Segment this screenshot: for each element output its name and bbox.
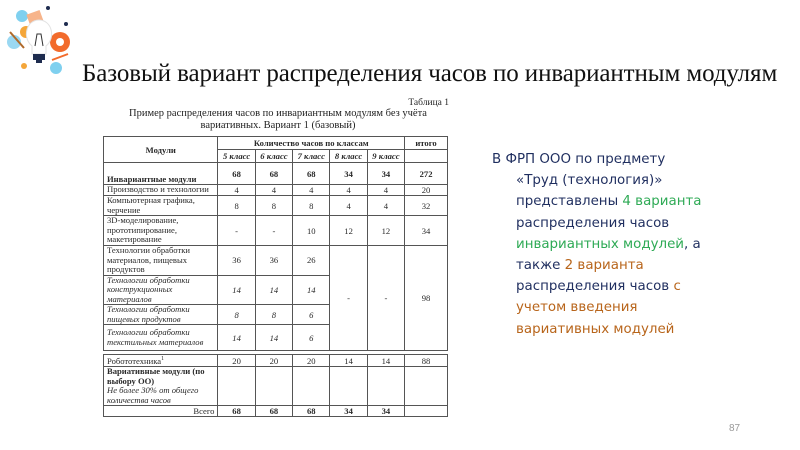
- info-text-block: В ФРП ООО по предмету «Труд (технология)» представлены 4 варианта распределения часов инвариантных модулей, а также 2 варианта распределения часов с учетом введения вариативных модулей: [492, 152, 702, 337]
- table-caption: Пример распределения часов по инвариантным модулям без учёта вариативных. Вариант 1 (базовый): [129, 108, 427, 131]
- highlight-4-variants: 4 варианта: [622, 194, 702, 210]
- highlight-2-variants: 2 варианта: [564, 258, 644, 274]
- table-number: Таблица 1: [408, 98, 449, 108]
- table-row: Технологии обработки пищевых продуктов 8 8 6: [104, 305, 448, 325]
- highlight-variative-modules: вариативных модулей: [516, 321, 675, 337]
- highlight-invariant-modules: инвариантных модулей: [516, 236, 685, 252]
- table-row: Технологии обработки текстильных материалов 14 14 6: [104, 325, 448, 351]
- lightbulb-gears-logo: [6, 2, 72, 76]
- table-header-row: [104, 137, 448, 150]
- grade-9: 9 класс: [367, 150, 404, 163]
- hours-table: [103, 136, 448, 417]
- table-row: [104, 367, 448, 406]
- hours-distribution-table-block: [103, 98, 453, 417]
- table-row: Компьютерная графика, черчение 8 8 8 4 4 32: [104, 196, 448, 216]
- table-row: Производство и технологии 4 4 4 4 4 20: [104, 185, 448, 196]
- page-number: 87: [729, 423, 741, 434]
- variative-label: Вариативные модули (по выбору ОО) Не более 30% от общего количества часов: [104, 367, 218, 406]
- header-hours-by-grade: Количество часов по классам: [218, 137, 405, 150]
- header-modules: Модули: [104, 137, 218, 163]
- table-row-total: Всего 68 68 68 34 34: [104, 406, 448, 417]
- table-row: Технологии обработки конструкционных материалов 14 14 14: [104, 275, 448, 305]
- slide-title: Базовый вариант распределения часов по инвариантным модулям: [82, 60, 778, 87]
- grade-8: 8 класс: [330, 150, 367, 163]
- grade-6: 6 класс: [255, 150, 292, 163]
- grade-5: 5 класс: [218, 150, 255, 163]
- grade-7: 7 класс: [293, 150, 330, 163]
- table-row: 3D-моделирование, прототипирование, макетирование - - 10 12 12 34: [104, 216, 448, 246]
- table-row: Технологии обработки материалов, пищевых продуктов 36 36 26 - - 98: [104, 246, 448, 276]
- header-total: итого: [405, 137, 448, 150]
- table-row: Инвариантные модули 68 68 68 34 34 272: [104, 163, 448, 185]
- robotics-label: Робототехника$^1$: [104, 355, 218, 367]
- table-row: Робототехника$^1$ 20 20 20 14 14 88: [104, 355, 448, 367]
